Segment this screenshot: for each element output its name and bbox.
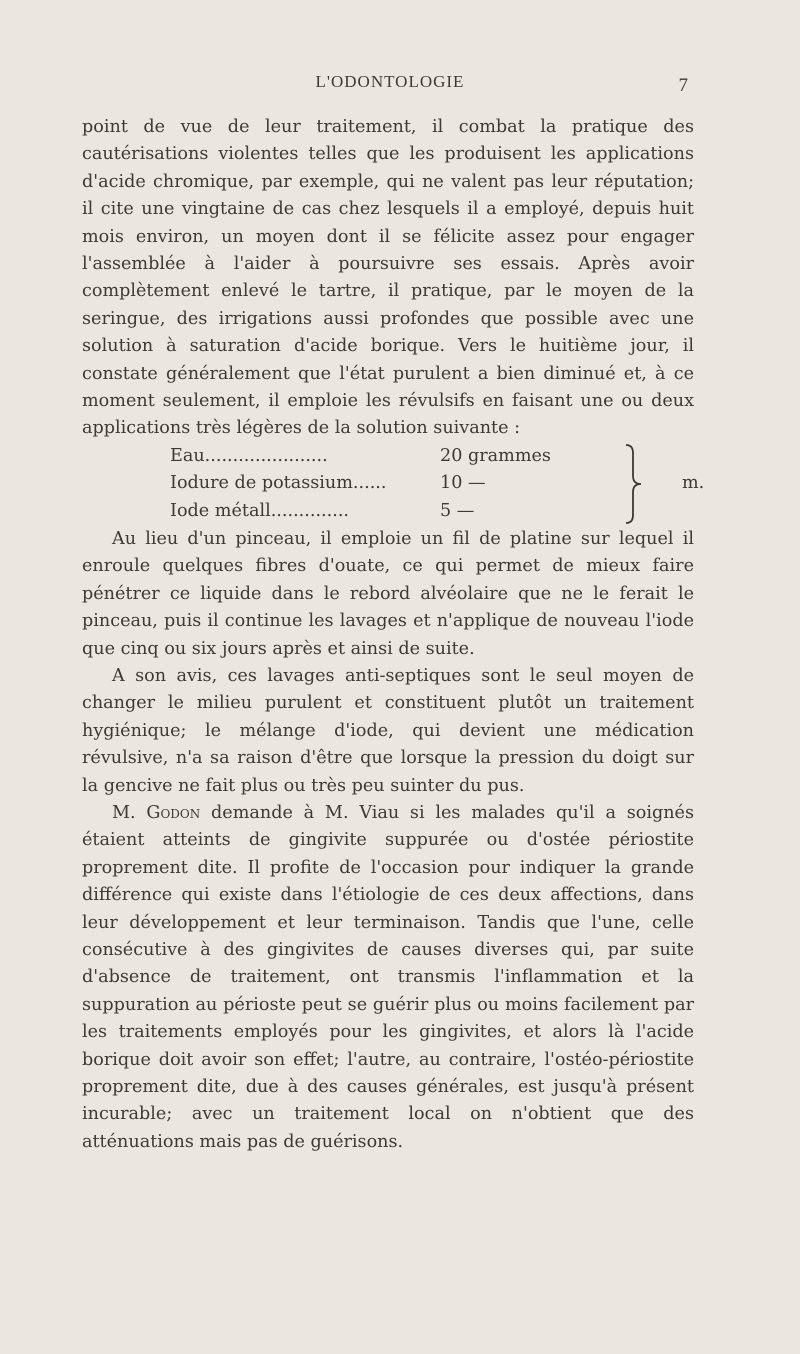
running-head (80, 72, 700, 102)
formula-quantity: 20 grammes (440, 445, 551, 466)
formula-unit: m. (682, 472, 705, 493)
page-number: 7 (678, 75, 688, 96)
paragraph-1: point de vue de leur traitement, il combat la pratique des cautérisations violentes telles que les produisent les applications d'acide chromique, par exemple, qui ne valent pas leur réputation; il cite une vingtaine de cas chez lesquels il a employé, depuis huit mois environ, un moyen dont il se félicite assez pour engager l'assemblée à l'aider à poursuivre ses essais. Après avoir complètement enlevé le tartre, il pratique, par le moyen de la seringue, des irrigations aussi profondes que possible avec une solution à saturation d'acide borique. Vers le huitième jour, il constate généralement que l'état purulent a bien diminué et, à ce moment seulement, il emploie les révulsifs en faisant une ou deux applications très légères de la solution suivante : (82, 117, 694, 439)
paragraph-2: Au lieu d'un pinceau, il emploie un fil de platine sur lequel il enroule quelques fibres d'ouate, ce qui permet de mieux faire pénétrer ce liquide dans le rebord alvéolaire que ne le ferait le pinceau, puis il continue les lavages et n'applique de nouveau l'iode que cinq ou six jours après et ainsi de suite. (82, 528, 694, 659)
body-text (82, 114, 705, 1156)
brace-icon (624, 443, 650, 525)
formula-quantity: 5 — (440, 500, 475, 521)
formula-ingredient: Eau...................... (170, 445, 328, 466)
formula-quantity: 10 — (440, 473, 486, 494)
running-title: L'ODONTOLOGIE (315, 72, 465, 91)
paragraph-4-lead: M. (112, 802, 147, 823)
formula-table (170, 443, 705, 526)
speaker-name: Godon (146, 802, 201, 823)
formula-row (170, 443, 694, 470)
formula-ingredient: Iode métall.............. (170, 500, 350, 521)
paragraph-3: A son avis, ces lavages anti-septiques sont le seul moyen de changer le milieu purulent et constituent plutôt un traitement hygiénique; le mélange d'iode, qui devient une médication révulsive, n'a sa raison d'être que lorsque la pression du doigt sur la gencive ne fait plus ou très peu suinter du pus. (82, 665, 694, 796)
formula-row (170, 498, 694, 525)
paragraph-4 (82, 800, 694, 1156)
formula-ingredient: Iodure de potassium...... (170, 473, 387, 494)
formula-row (170, 470, 694, 497)
paragraph-4-text: demande à M. Viau si les malades qu'il a soignés étaient atteints de gingivite suppurée ou d'ostée périostite proprement dite. Il profite de l'occasion pour indiquer la grande différence qui existe dans l'étiologie de ces deux affections, dans leur développement et leur terminaison. Tandis que l'une, celle consécutive à des gingivites de causes diverses qui, par suite d'absence de traitement, ont transmis l'inflammation et la suppuration au périoste peut se guérir plus ou moins facilement par les traitements employés pour les gingivites, et alors là l'acide borique doit avoir son effet; l'autre, au contraire, l'ostéo-périostite proprement dite, due à des causes générales, est jusqu'à présent incurable; avec un traitement local on n'obtient que des atténuations mais pas de guérisons. (82, 802, 694, 1152)
